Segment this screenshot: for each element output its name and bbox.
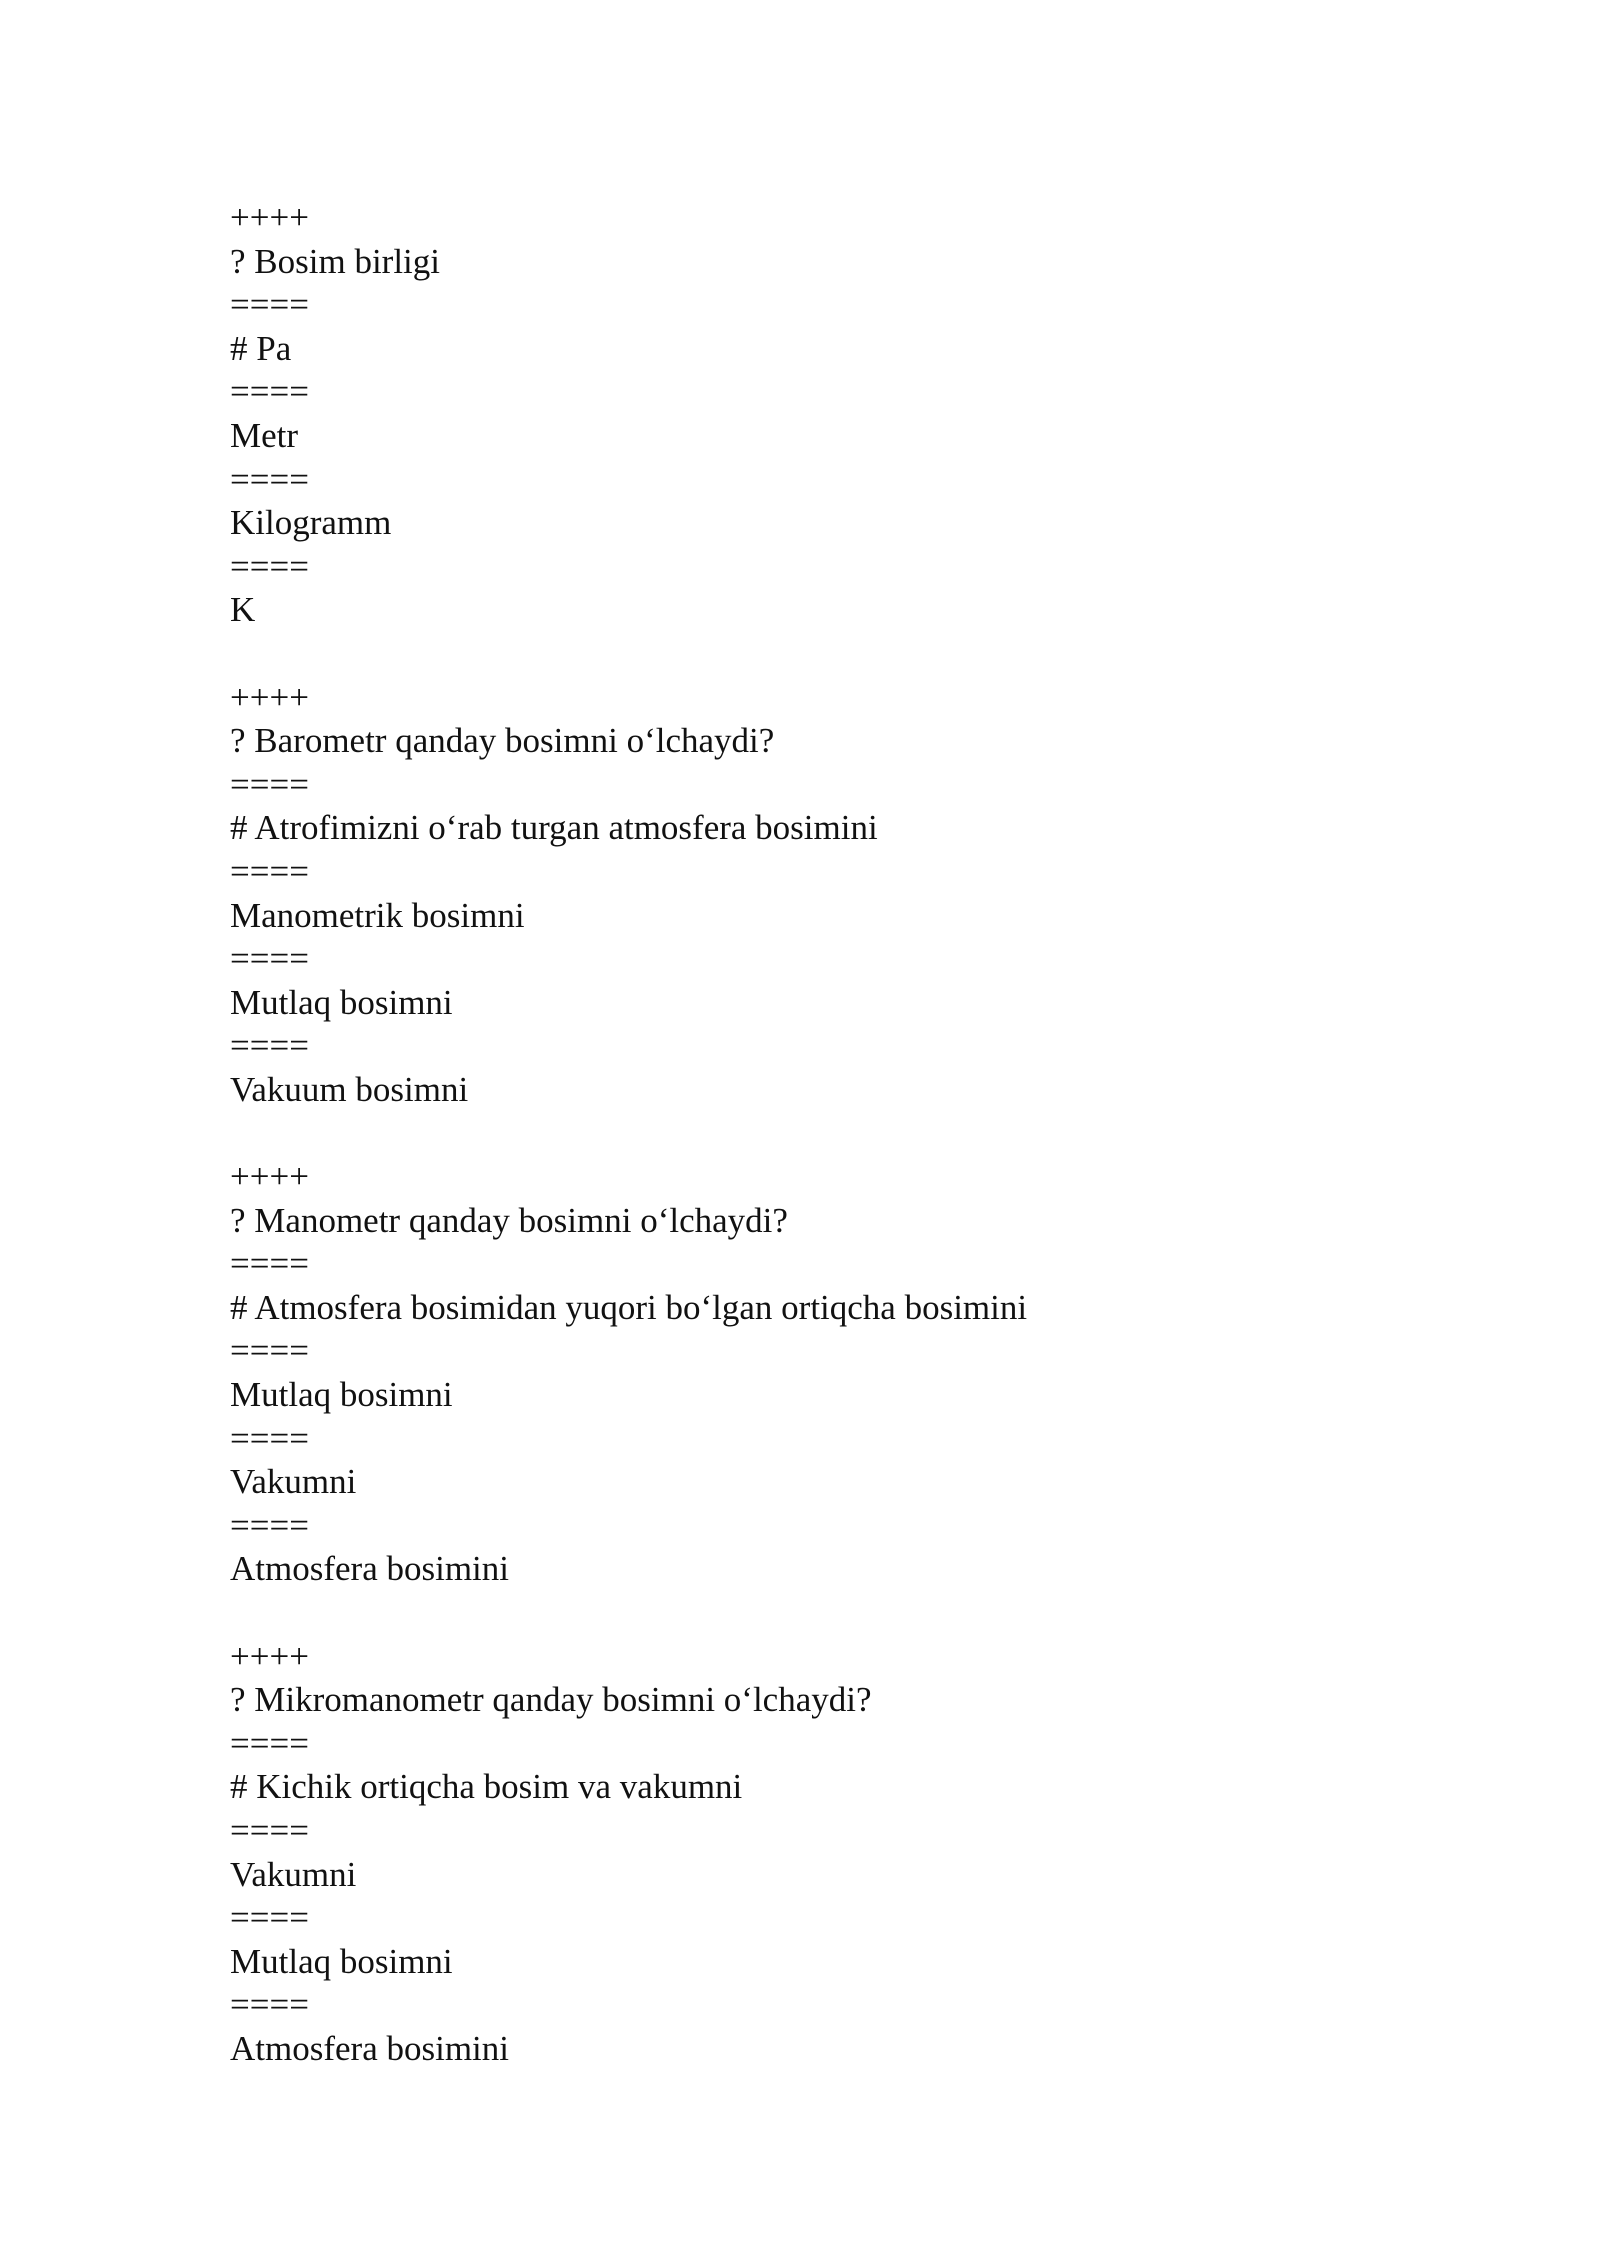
answer-option: Vakumni <box>230 1462 357 1502</box>
separator: ==== <box>230 764 309 804</box>
question-text: ? Manometr qanday bosimni o‘lchaydi? <box>230 1200 788 1240</box>
separator: ==== <box>230 285 309 325</box>
answer-option: Mutlaq bosimni <box>230 982 453 1022</box>
start-marker: ++++ <box>230 677 309 717</box>
separator: ==== <box>230 1331 309 1371</box>
question-block-3 <box>230 1155 1430 1591</box>
correct-answer: # Atrofimizni o‘rab turgan atmosfera bosimini <box>230 808 878 848</box>
separator: ==== <box>230 1505 309 1545</box>
answer-option: Atmosfera bosimini <box>230 1549 509 1589</box>
question-block-1 <box>230 196 1430 632</box>
question-text: ? Mikromanometr qanday bosimni o‘lchaydi? <box>230 1680 872 1720</box>
start-marker: ++++ <box>230 1157 309 1197</box>
answer-option: Metr <box>230 415 299 455</box>
answer-option: Atmosfera bosimini <box>230 2028 509 2068</box>
correct-answer: # Kichik ortiqcha bosim va vakumni <box>230 1767 743 1807</box>
separator: ==== <box>230 851 309 891</box>
separator: ==== <box>230 372 309 412</box>
separator: ==== <box>230 546 309 586</box>
separator: ==== <box>230 459 309 499</box>
start-marker: ++++ <box>230 1636 309 1676</box>
question-text: ? Bosim birligi <box>230 241 440 281</box>
separator: ==== <box>230 1723 309 1763</box>
start-marker: ++++ <box>230 198 309 237</box>
answer-option: Kilogramm <box>230 503 392 543</box>
separator: ==== <box>230 1985 309 2025</box>
question-text: ? Barometr qanday bosimni o‘lchaydi? <box>230 721 775 761</box>
answer-option: Mutlaq bosimni <box>230 1375 453 1415</box>
document-body <box>230 196 1430 2114</box>
correct-answer: # Atmosfera bosimidan yuqori bo‘lgan ortiqcha bosimini <box>230 1287 1028 1327</box>
answer-option: Manometrik bosimni <box>230 895 525 935</box>
answer-option: K <box>230 590 256 630</box>
separator: ==== <box>230 1810 309 1850</box>
separator: ==== <box>230 1244 309 1284</box>
correct-answer: # Pa <box>230 328 292 368</box>
separator: ==== <box>230 1418 309 1458</box>
separator: ==== <box>230 1026 309 1066</box>
separator: ==== <box>230 939 309 979</box>
question-block-4 <box>230 1635 1430 2071</box>
question-block-2 <box>230 676 1430 1112</box>
separator: ==== <box>230 1898 309 1938</box>
answer-option: Mutlaq bosimni <box>230 1941 453 1981</box>
answer-option: Vakumni <box>230 1854 357 1894</box>
answer-option: Vakuum bosimni <box>230 1069 469 1109</box>
